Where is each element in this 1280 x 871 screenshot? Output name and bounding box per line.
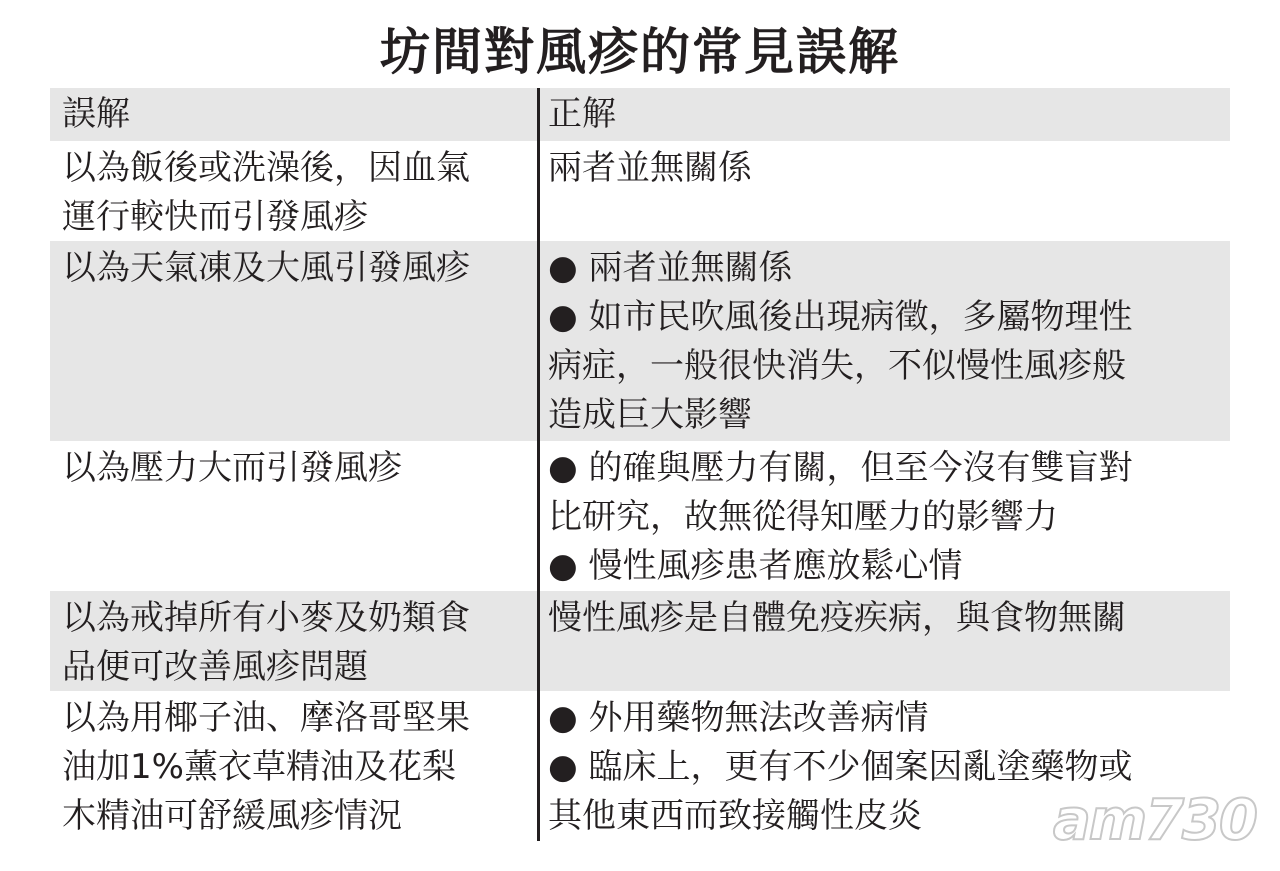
fact-line: ● 臨床上，更有不少個案因亂塗藥物或 [548, 747, 1133, 787]
table-row [50, 141, 1230, 241]
fact-cell [537, 141, 1230, 241]
fact-cell [537, 441, 1230, 591]
fact-cell [537, 241, 1230, 441]
myth-line: 以為壓力大而引發風疹 [62, 448, 402, 488]
myth-line: 品便可改善風疹問題 [62, 647, 368, 687]
fact-cell [537, 591, 1230, 691]
page-title: 坊間對風疹的常見誤解 [380, 23, 900, 81]
myth-cell [50, 441, 537, 591]
fact-line: ● 外用藥物無法改善病情 [548, 698, 929, 738]
fact-line: 病症，一般很快消失，不似慢性風疹般 [548, 346, 1126, 386]
myth-line: 木精油可舒緩風疹情況 [62, 796, 402, 836]
fact-line: 兩者並無關係 [548, 148, 752, 188]
fact-line: 比研究，故無從得知壓力的影響力 [548, 497, 1058, 537]
myth-fact-table [50, 88, 1230, 841]
table-header-row [50, 88, 1230, 141]
myth-line: 以為用椰子油、摩洛哥堅果 [62, 698, 470, 738]
myth-line: 以為天氣凍及大風引發風疹 [62, 248, 470, 288]
header-fact: 正解 [537, 88, 1230, 141]
myth-line: 油加1%薰衣草精油及花梨 [62, 747, 456, 787]
fact-line: ● 慢性風疹患者應放鬆心情 [548, 546, 963, 586]
myth-cell [50, 691, 537, 841]
myth-line: 運行較快而引發風疹 [62, 197, 368, 237]
myth-cell [50, 591, 537, 691]
myth-line: 以為戒掉所有小麥及奶類食 [62, 598, 470, 638]
myth-line: 以為飯後或洗澡後，因血氣 [62, 148, 470, 188]
fact-line: 其他東西而致接觸性皮炎 [548, 796, 922, 836]
fact-line: ● 如市民吹風後出現病徵，多屬物理性 [548, 297, 1133, 337]
fact-line: ● 的確與壓力有關，但至今沒有雙盲對 [548, 448, 1133, 488]
fact-line: ● 兩者並無關係 [548, 248, 793, 288]
myth-cell [50, 141, 537, 241]
table-row [50, 441, 1230, 591]
header-myth: 誤解 [62, 94, 130, 134]
myth-cell [50, 241, 537, 441]
table-row [50, 241, 1230, 441]
fact-line: 慢性風疹是自體免疫疾病，與食物無關 [548, 598, 1126, 638]
fact-line: 造成巨大影響 [548, 395, 752, 435]
am730-watermark-logo: am730 [1052, 788, 1256, 853]
table-row [50, 591, 1230, 691]
